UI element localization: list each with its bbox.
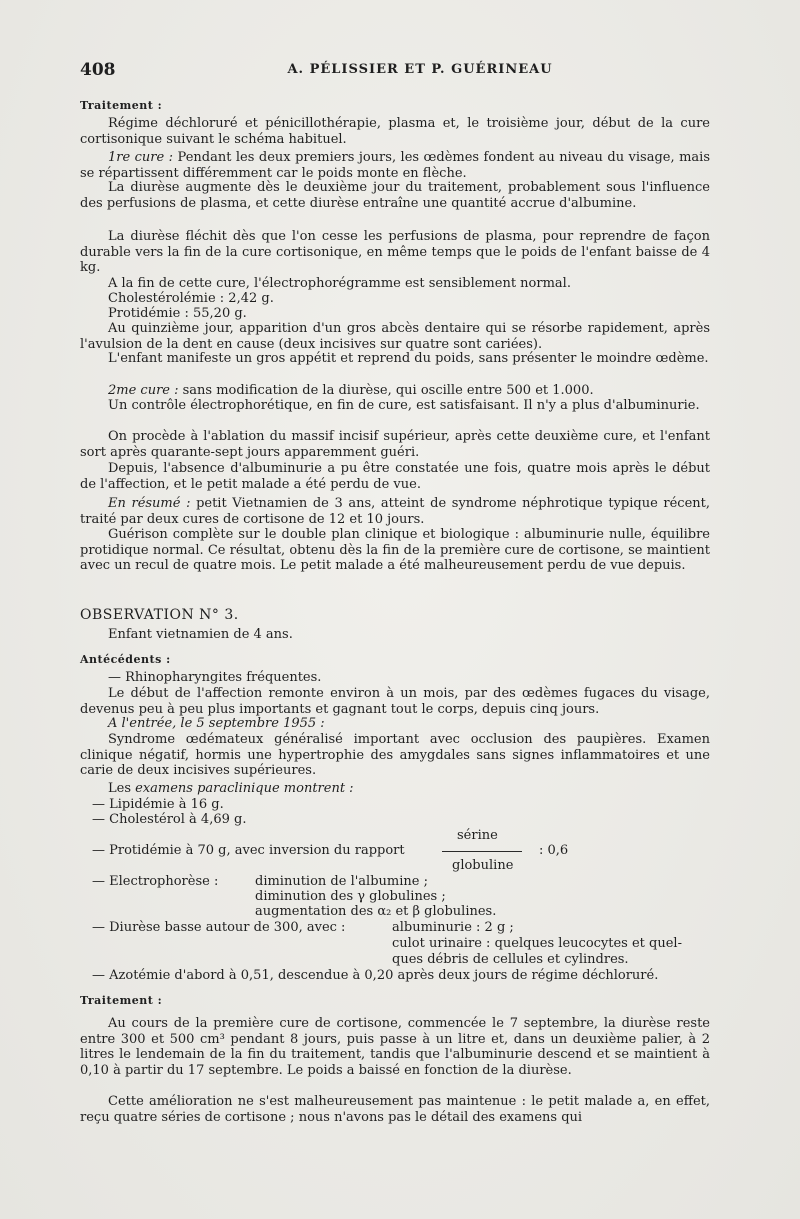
paragraph-label: 1re cure : bbox=[108, 150, 174, 165]
paragraph: Régime déchloruré et pénicillothérapie, plasma et, le troisième jour, début de la cure cortisonique suivant le schéma habituel. bbox=[80, 116, 710, 147]
paragraph-label: 2me cure : bbox=[108, 383, 179, 398]
paragraph: La diurèse augmente dès le deuxième jour du traitement, probablement sous l'influence des perfusions de plasma, et cette diurèse entraîne une quantité accrue d'albumine. bbox=[80, 180, 710, 211]
entry-date: A l'entrée, le 5 septembre 1955 : bbox=[108, 716, 325, 731]
paragraph: Le début de l'affection remonte environ à un mois, par des œdèmes fugaces du visage, devenus peu à peu plus importants et gagnant tout le corps, depuis cinq jours. bbox=[80, 686, 710, 717]
paragraph: On procède à l'ablation du massif incisif supérieur, après cette deuxième cure, et l'enfant sort après quarante-sept jours apparemment guéri. bbox=[80, 429, 710, 460]
paragraph: Enfant vietnamien de 4 ans. bbox=[108, 627, 293, 642]
paragraph: Cholestérolémie : 2,42 g. bbox=[108, 291, 274, 306]
paragraph: Guérison complète sur le double plan clinique et biologique : albuminurie nulle, équilibre protidique normal. Ce résultat, obtenu dès la fin de la première cure de cortisone, se maintient avec un recul de quatre mois. Le petit malade a été malheureusement perdu de vue depuis. bbox=[80, 527, 710, 573]
running-head: A. PÉLISSIER ET P. GUÉRINEAU bbox=[287, 62, 553, 77]
fraction-numerator: sérine bbox=[457, 828, 498, 843]
lab-subline: diminution des γ globulines ; bbox=[255, 889, 446, 904]
paragraph bbox=[80, 496, 710, 527]
page-number: 408 bbox=[80, 60, 116, 80]
lab-subline: albuminurie : 2 g ; bbox=[392, 920, 514, 935]
paragraph-text: sans modification de la diurèse, qui oscille entre 500 et 1.000. bbox=[178, 383, 594, 398]
paragraph: Au quinzième jour, apparition d'un gros abcès dentaire qui se résorbe rapidement, après l'avulsion de la dent en cause (deux incisives sur quatre sont cariées). bbox=[80, 321, 710, 352]
lab-line: — Protidémie à 70 g, avec inversion du rapport bbox=[92, 843, 405, 858]
paragraph: Syndrome œdémateux généralisé important avec occlusion des paupières. Examen clinique négatif, hormis une hypertrophie des amygdales sans signes inflammatoires et une carie de deux incisives supérieures. bbox=[80, 732, 710, 778]
section-heading-traitement: Traitement : bbox=[80, 994, 163, 1007]
observation-title: OBSERVATION N° 3. bbox=[80, 607, 239, 623]
lab-subline: diminution de l'albumine ; bbox=[255, 874, 428, 889]
lab-line: — Cholestérol à 4,69 g. bbox=[92, 812, 247, 827]
lab-line: — Azotémie d'abord à 0,51, descendue à 0,20 après deux jours de régime déchloruré. bbox=[92, 968, 659, 983]
section-heading-antecedents: Antécédents : bbox=[80, 653, 171, 666]
lab-subline: augmentation des α₂ et β globulines. bbox=[255, 904, 497, 919]
paragraph: Au cours de la première cure de cortisone, commencée le 7 septembre, la diurèse reste entre 300 et 500 cm³ pendant 8 jours, puis passe à un litre et, dans un deuxième palier, à 2 litres le lendemain de la fin du traitement, tandis que l'albuminurie descend et se maintient à 0,10 à partir du 17 septembre. Le poids a baissé en fonction de la diurèse. bbox=[80, 1016, 710, 1078]
paragraph: L'enfant manifeste un gros appétit et reprend du poids, sans présenter le moindre œdème. bbox=[108, 351, 709, 366]
exams-intro-italic: examens paraclinique montrent : bbox=[135, 781, 354, 796]
lab-line: — Lipidémie à 16 g. bbox=[92, 797, 224, 812]
fraction-denominator: globuline bbox=[452, 858, 514, 873]
paragraph bbox=[80, 150, 710, 181]
paragraph: Un contrôle électrophorétique, en fin de cure, est satisfaisant. Il n'y a plus d'albuminurie. bbox=[108, 398, 700, 413]
paragraph: La diurèse fléchit dès que l'on cesse les perfusions de plasma, pour reprendre de façon durable vers la fin de la cure cortisonique, en même temps que le poids de l'enfant baisse de 4 kg. bbox=[80, 229, 710, 275]
section-heading-traitement: Traitement : bbox=[80, 99, 163, 112]
paragraph: — Rhinopharyngites fréquentes. bbox=[108, 670, 322, 685]
paragraph: A la fin de cette cure, l'électrophorégramme est sensiblement normal. bbox=[108, 276, 571, 291]
paragraph: Cette amélioration ne s'est malheureusement pas maintenue : le petit malade a, en effet, reçu quatre séries de cortisone ; nous n'avons pas le détail des examens qui bbox=[80, 1094, 710, 1125]
paragraph bbox=[80, 781, 710, 797]
paragraph-text: petit Vietnamien de 3 ans, atteint de syndrome néphrotique typique récent, traité par deux cures de cortisone de 12 et 10 jours. bbox=[80, 496, 711, 527]
lab-subline: culot urinaire : quelques leucocytes et quel- bbox=[392, 936, 682, 951]
lab-line: — Diurèse basse autour de 300, avec : bbox=[92, 920, 346, 935]
paragraph-label: En résumé : bbox=[108, 496, 191, 511]
paragraph bbox=[80, 383, 710, 399]
fraction-bar bbox=[442, 851, 522, 852]
exams-intro: Les bbox=[108, 781, 136, 796]
paragraph: Depuis, l'absence d'albuminurie a pu être constatée une fois, quatre mois après le début de l'affection, et le petit malade a été perdu de vue. bbox=[80, 461, 710, 492]
paragraph: Protidémie : 55,20 g. bbox=[108, 306, 247, 321]
lab-subline: ques débris de cellules et cylindres. bbox=[392, 952, 629, 967]
lab-line: — Electrophorèse : bbox=[92, 874, 219, 889]
paragraph-text: Pendant les deux premiers jours, les œdèmes fondent au niveau du visage, mais se répartissent différemment car le poids monte en flèche. bbox=[80, 150, 711, 181]
fraction-value: : 0,6 bbox=[539, 843, 569, 858]
